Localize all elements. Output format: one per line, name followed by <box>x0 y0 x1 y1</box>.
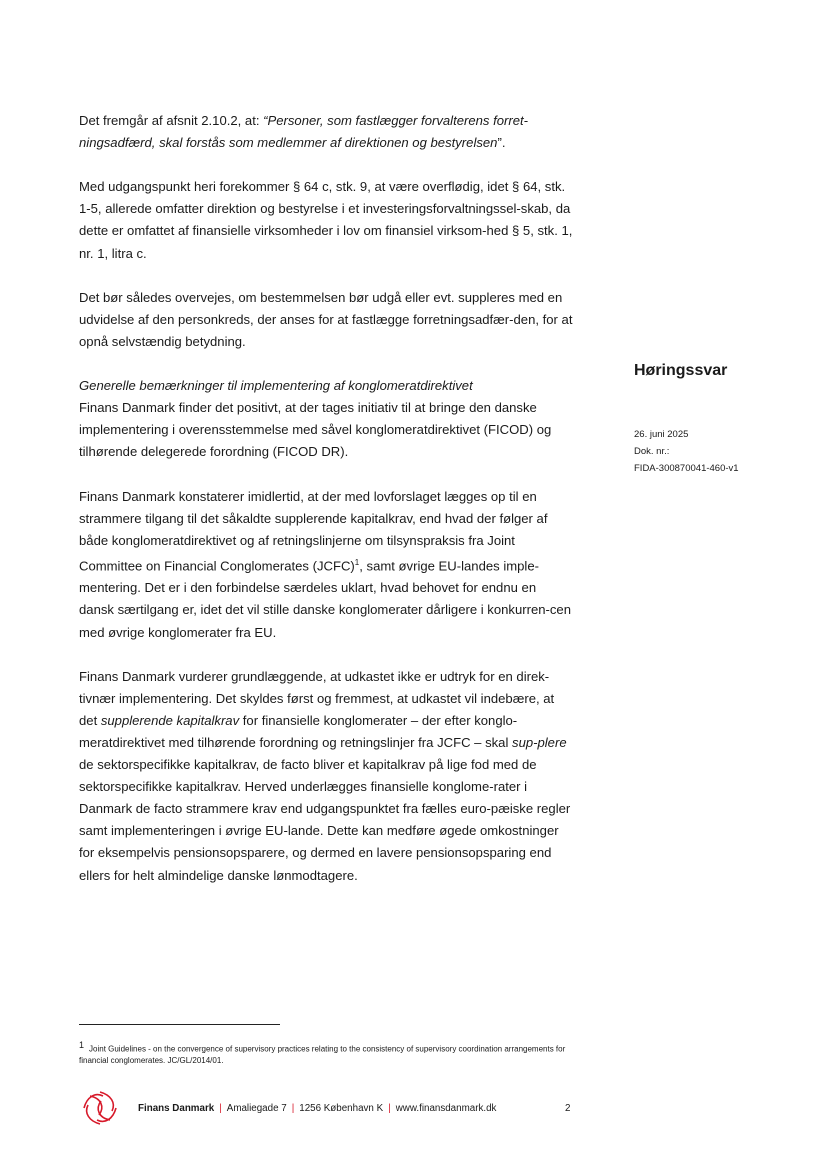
finans-danmark-logo-icon <box>81 1089 119 1127</box>
document-meta <box>634 426 814 478</box>
paragraph-assessment <box>79 666 574 887</box>
footnote-text: Joint Guidelines - on the convergence of supervisory practices relating to the consistency of supervisory coordination arrangements for financial conglomerates. JC/GL/2014/01. <box>79 1044 566 1065</box>
document-date: 26. juni 2025 <box>634 429 689 440</box>
document-number: FIDA-300870041-460-v1 <box>634 463 739 475</box>
document-type-title: Høringssvar <box>634 362 728 379</box>
emphasis-supplement: sup-plere <box>512 734 567 750</box>
footnote-reference[interactable]: 1 <box>354 557 360 567</box>
assessment-text: Finans Danmark vurderer grundlæggende, at udkastet ikke er udtryk for en direk-tivnær implementering. Det skyldes først og fremmest, at udkastet vil indebære, at det <box>79 668 555 728</box>
footer-city: 1256 København K <box>299 1103 384 1114</box>
quote-lead-text: Det fremgår af afsnit 2.10.2, at: <box>79 113 264 128</box>
footer-brand: Finans Danmark <box>138 1103 215 1114</box>
section-heading <box>79 375 574 397</box>
page-number: 2 <box>565 1103 571 1114</box>
footer-separator: | <box>219 1103 222 1114</box>
emphasis-capital-requirement: supplerende kapitalkrav <box>100 712 240 728</box>
strict-approach-text-cont: , samt øvrige EU-landes imple-mentering. Det er i den forbindelse særdeles uklart, hvad behovet for endnu en dansk særtilgang er, idet det vil stille danske konglomerater dårligere i konkurren-cen med øvrige konglomerater fra EU. <box>79 558 571 640</box>
footer-separator: | <box>388 1103 391 1114</box>
footer-address: Amaliegade 7 <box>226 1103 287 1114</box>
assessment-text-cont: for finansielle konglomerater – der efter konglo-meratdirektivet med tilhørende forordning og retningslinjer fra JCFC – skal <box>79 712 518 750</box>
section-heading-text: Generelle bemærkninger til implementering af konglomeratdirektivet <box>79 378 473 394</box>
quoted-definition: “Personer, som fastlægger forvalterens forret-ningsadfærd, skal forstås som medlemmer af direktionen og bestyrelsen <box>79 113 529 151</box>
footer-contact <box>138 1103 496 1114</box>
assessment-text-end: de sektorspecifikke kapitalkrav, de facto bliver et kapitalkrav på lige fod med de sektorspecifikke kapitalkrav. Herved underlægges finansielle konglome-rater i Danmark de facto strammere krav end udgangspunktet fra fælles euro-pæiske regler samt implementeringen i øvrige EU-lande. Dette kan medføre øgede omkostninger for eksempelvis pensionsopsparere, og dermed en lavere pensionsopsparing end ellers for helt almindelige danske lønmodtagere. <box>79 757 571 883</box>
footnote-number: 1 <box>79 1040 85 1050</box>
paragraph-redundancy: Med udgangspunkt heri forekommer § 64 c, stk. 9, at være overflødig, idet § 64, stk. 1-5, allerede omfatter direktion og bestyrelse i et investeringsforvaltningssel-skab, da dette er omfattet af finansielle virksomheder i lov om finansiel virksom-hed § 5, stk. 1, nr. 1, litra c. <box>79 179 573 261</box>
paragraph-definition-quote <box>79 110 574 154</box>
paragraph-strict-approach <box>79 486 574 644</box>
page-footer <box>81 1089 581 1129</box>
quote-tail-text: ”. <box>497 135 506 151</box>
footnote-divider <box>79 1024 280 1025</box>
paragraph-recommendation: Det bør således overvejes, om bestemmelsen bør udgå eller evt. suppleres med en udvidelse af den personkreds, der anses for at fastlægge forretningsadfær-den, for at opnå selvstændig betydning. <box>79 289 573 349</box>
paragraph-positive: Finans Danmark finder det positivt, at der tages initiativ til at bringe den danske implementering i overensstemmelse med såvel konglomeratdirektivet (FICOD) og tilhørende delegerede forordning (FICOD DR). <box>79 400 552 460</box>
document-body <box>79 110 574 909</box>
footnote <box>79 1040 579 1066</box>
strict-approach-text: Finans Danmark konstaterer imidlertid, at der med lovforslaget lægges op til en strammere tilgang til det såkaldte supplerende kapitalkrav, end hvad der følger af både konglomeratdirektivet og af retningslinjerne om tilsynspraksis fra Joint Committee on Financial Conglomerates (JCFC) <box>79 488 548 574</box>
footer-separator: | <box>291 1103 295 1114</box>
document-number-label: Dok. nr.: <box>634 446 670 458</box>
footer-website-link[interactable]: www.finansdanmark.dk <box>395 1103 497 1114</box>
